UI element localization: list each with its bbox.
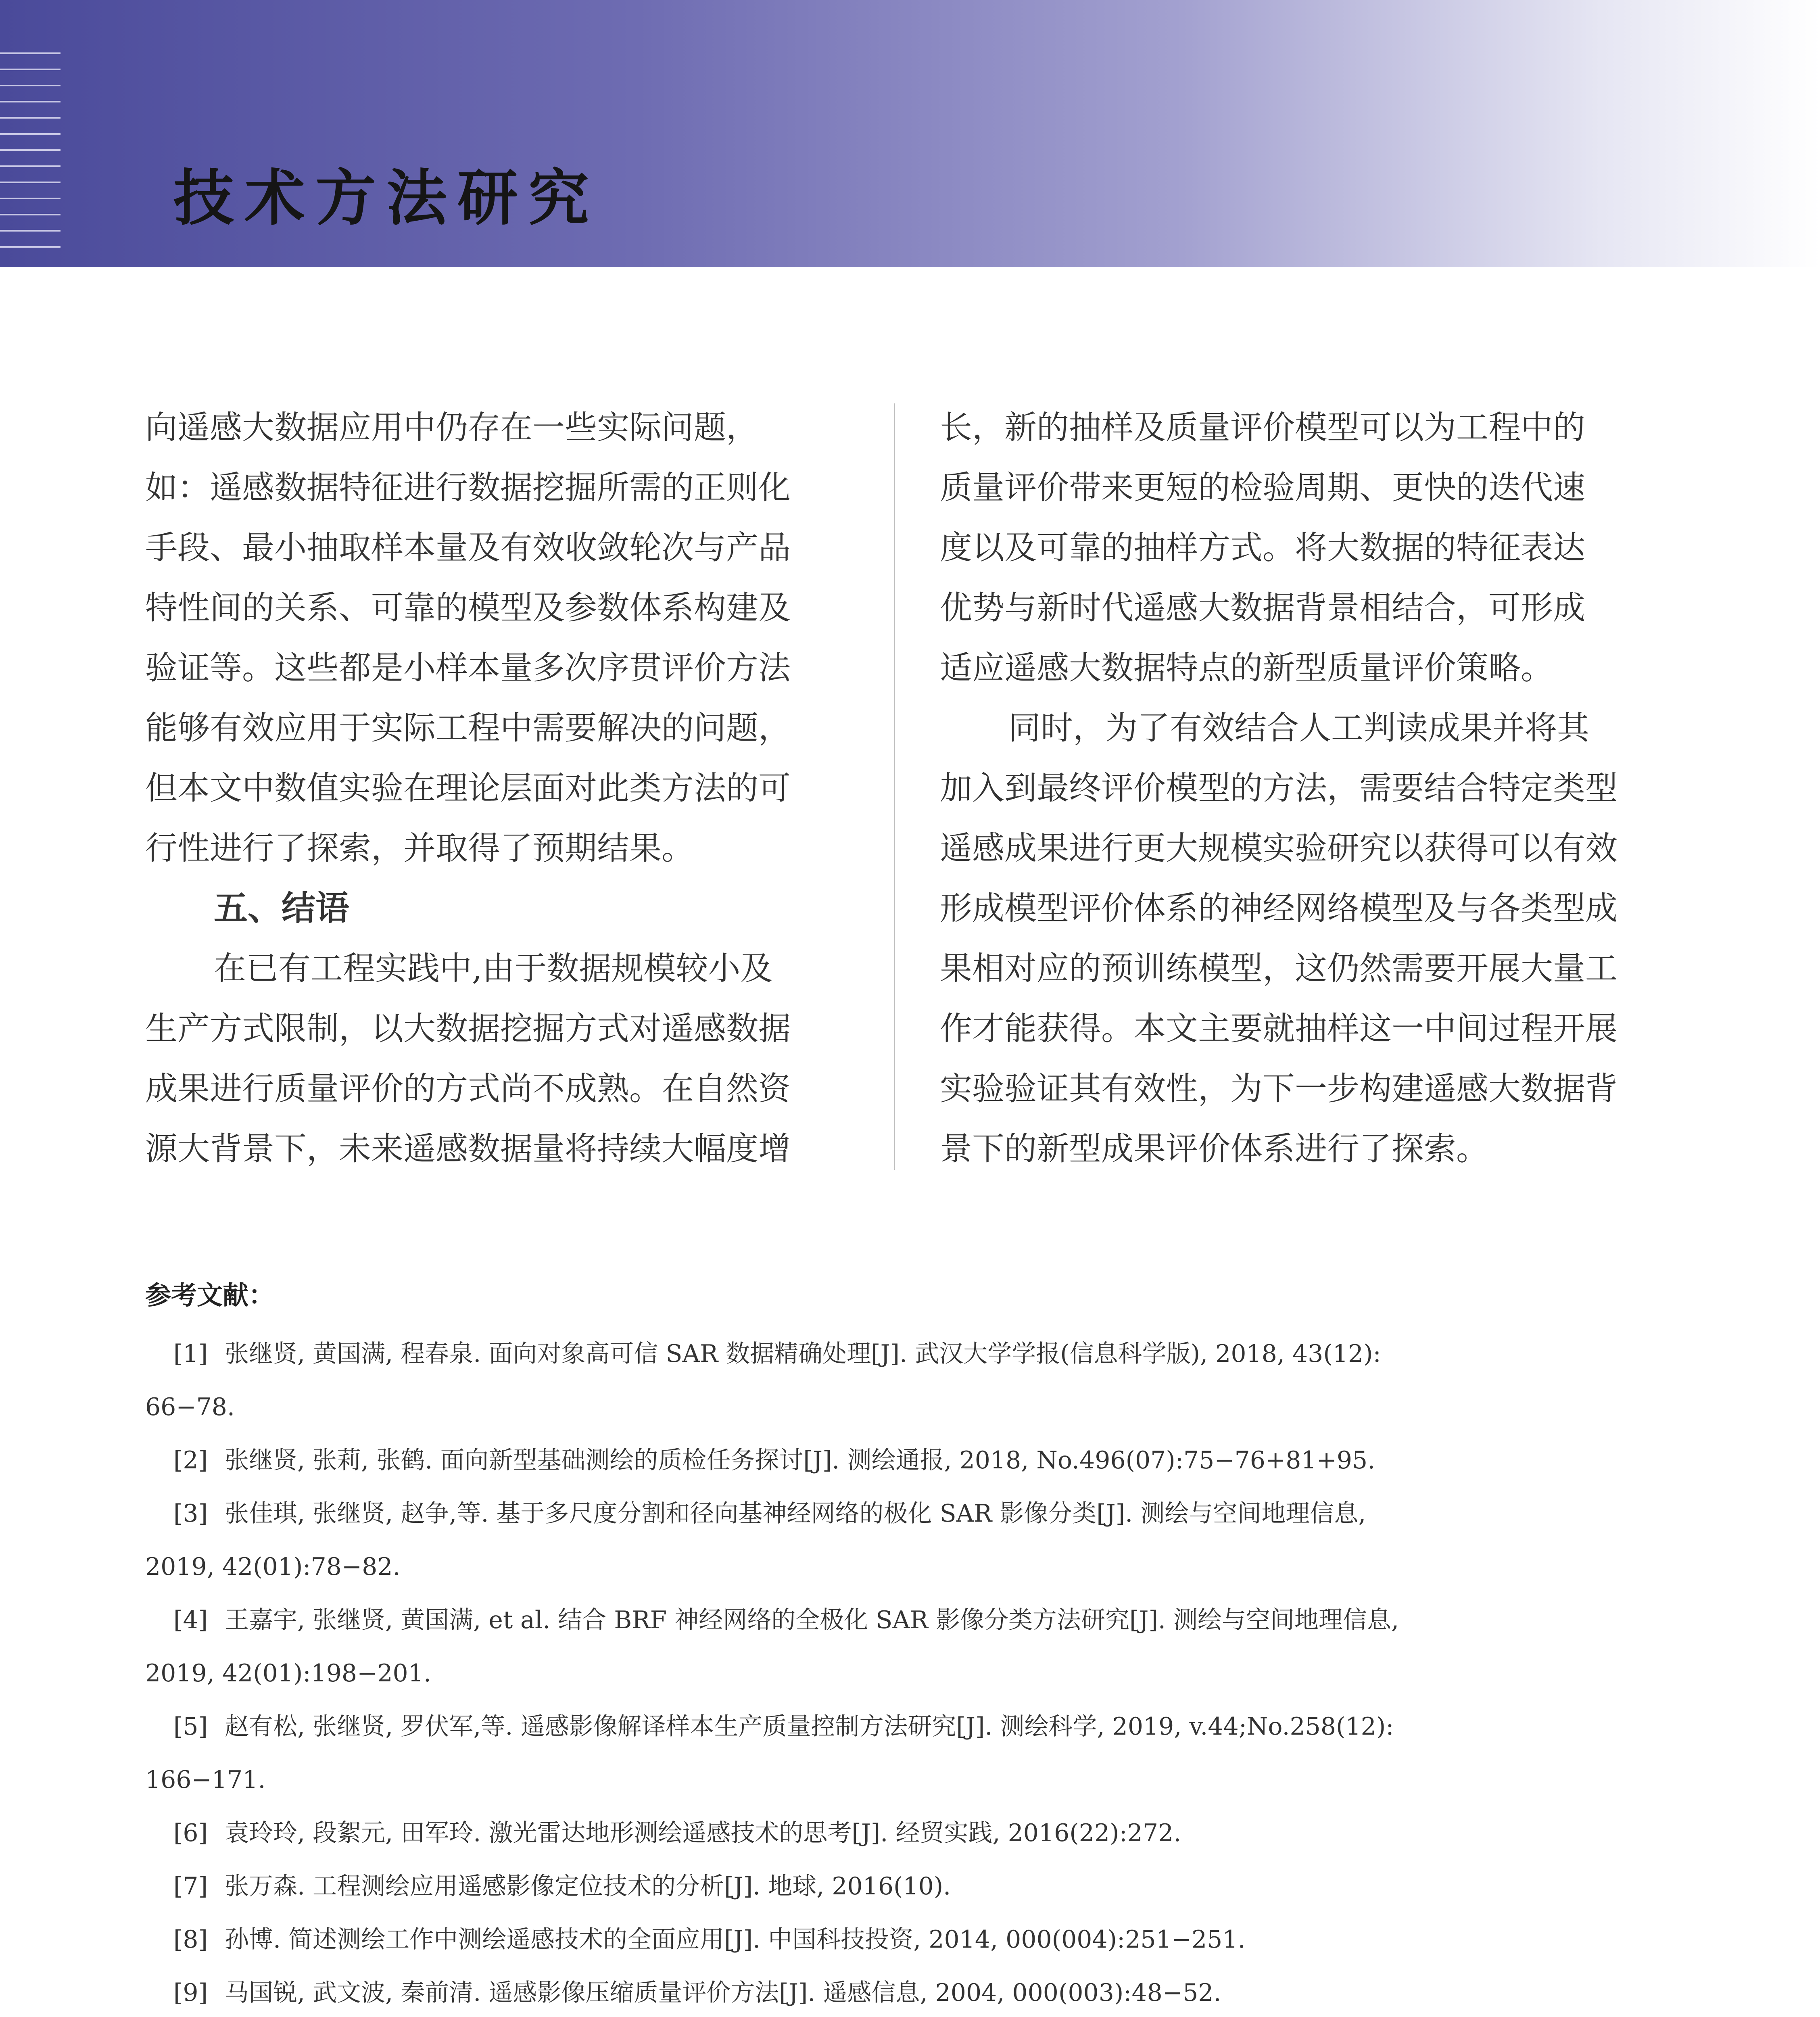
reference-text: 孙博. 简述测绘工作中测绘遥感技术的全面应用[J]. 中国科技投资, 2014, 000(004):251−251. bbox=[225, 1925, 1246, 1954]
text-line: 遥感成果进行更大规模实验研究以获得可以有效 bbox=[940, 829, 1618, 867]
references-title: 参考文献： bbox=[145, 1281, 274, 1311]
section-heading: 五、结语 bbox=[214, 888, 350, 928]
reference-text: 张佳琪, 张继贤, 赵争,等. 基于多尺度分割和径向基神经网络的极化 SAR 影像分类[J]. 测绘与空间地理信息, bbox=[225, 1499, 1366, 1528]
column-divider bbox=[894, 403, 895, 1170]
reference-text: 王嘉宇, 张继贤, 黄国满, et al. 结合 BRF 神经网络的全极化 SAR 影像分类方法研究[J]. 测绘与空间地理信息, bbox=[225, 1606, 1399, 1634]
reference-item bbox=[145, 1913, 1654, 1966]
text-line: 质量评价带来更短的检验周期、更快的迭代速 bbox=[940, 469, 1585, 506]
text-line: 能够有效应用于实际工程中需要解决的问题， bbox=[145, 709, 791, 747]
text-line: 行性进行了探索，并取得了预期结果。 bbox=[145, 829, 694, 867]
reference-item bbox=[145, 1434, 1654, 1487]
text-line: 同时，为了有效结合人工判读成果并将其 bbox=[1008, 709, 1589, 747]
text-line: 成果进行质量评价的方式尚不成熟。在自然资 bbox=[145, 1070, 791, 1107]
reference-number: [9] bbox=[173, 1979, 208, 2007]
text-line: 长，新的抽样及质量评价模型可以为工程中的 bbox=[940, 409, 1585, 446]
decorative-lines bbox=[0, 52, 61, 262]
reference-item bbox=[145, 1860, 1654, 1913]
reference-number: [4] bbox=[173, 1606, 208, 1634]
reference-number: [1] bbox=[173, 1340, 208, 1368]
reference-number: [2] bbox=[173, 1446, 208, 1474]
text-line: 实验验证其有效性，为下一步构建遥感大数据背 bbox=[940, 1070, 1618, 1107]
reference-text: 袁玲玲, 段絮元, 田军玲. 激光雷达地形测绘遥感技术的思考[J]. 经贸实践, 2016(22):272. bbox=[225, 1819, 1181, 1847]
text-line: 果相对应的预训练模型，这仍然需要开展大量工 bbox=[940, 950, 1618, 987]
reference-continuation: 2019, 42(01):198−201. bbox=[145, 1659, 431, 1687]
header-banner bbox=[0, 0, 1820, 267]
reference-item bbox=[145, 1487, 1654, 1593]
text-line: 适应遥感大数据特点的新型质量评价策略。 bbox=[940, 649, 1553, 687]
reference-text: 张继贤, 张莉, 张鹤. 面向新型基础测绘的质检任务探讨[J]. 测绘通报, 2018, No.496(07):75−76+81+95. bbox=[225, 1446, 1375, 1474]
text-line: 优势与新时代遥感大数据背景相结合，可形成 bbox=[940, 589, 1585, 626]
text-line: 验证等。这些都是小样本量多次序贯评价方法 bbox=[145, 649, 791, 687]
text-line: 生产方式限制，以大数据挖掘方式对遥感数据 bbox=[145, 1010, 791, 1047]
reference-text: 张继贤, 黄国满, 程春泉. 面向对象高可信 SAR 数据精确处理[J]. 武汉大学学报(信息科学版), 2018, 43(12): bbox=[225, 1340, 1381, 1368]
reference-number: [5] bbox=[173, 1712, 208, 1741]
reference-item bbox=[145, 1966, 1654, 2017]
text-line: 但本文中数值实验在理论层面对此类方法的可 bbox=[145, 769, 791, 807]
left-column bbox=[145, 397, 867, 1179]
reference-text: 赵有松, 张继贤, 罗伏军,等. 遥感影像解译样本生产质量控制方法研究[J]. 测绘科学, 2019, v.44;No.258(12): bbox=[225, 1712, 1394, 1741]
reference-number: [8] bbox=[173, 1925, 208, 1954]
reference-item bbox=[145, 1327, 1654, 1434]
reference-continuation: 166−171. bbox=[145, 1766, 266, 1794]
reference-text: 马国锐, 武文波, 秦前清. 遥感影像压缩质量评价方法[J]. 遥感信息, 2004, 000(003):48−52. bbox=[225, 1979, 1221, 2007]
text-line: 特性间的关系、可靠的模型及参数体系构建及 bbox=[145, 589, 791, 626]
reference-item bbox=[145, 1700, 1654, 1806]
reference-item bbox=[145, 1806, 1654, 1860]
text-line: 源大背景下，未来遥感数据量将持续大幅度增 bbox=[145, 1130, 791, 1167]
text-line: 度以及可靠的抽样方式。将大数据的特征表达 bbox=[940, 529, 1585, 566]
text-line: 加入到最终评价模型的方法，需要结合特定类型 bbox=[940, 769, 1618, 807]
right-column bbox=[940, 397, 1662, 1179]
section-title: 技术方法研究 bbox=[173, 163, 600, 234]
reference-text: 张万森. 工程测绘应用遥感影像定位技术的分析[J]. 地球, 2016(10). bbox=[225, 1872, 951, 1900]
reference-item bbox=[145, 1593, 1654, 1700]
text-line: 景下的新型成果评价体系进行了探索。 bbox=[940, 1130, 1488, 1167]
text-line: 如：遥感数据特征进行数据挖掘所需的正则化 bbox=[145, 469, 791, 506]
references-list bbox=[145, 1327, 1654, 2017]
reference-number: [3] bbox=[173, 1499, 208, 1528]
text-line: 向遥感大数据应用中仍存在一些实际问题， bbox=[145, 409, 758, 446]
text-line: 在已有工程实践中,由于数据规模较小及 bbox=[214, 950, 773, 987]
reference-number: [6] bbox=[173, 1819, 208, 1847]
reference-continuation: 66−78. bbox=[145, 1393, 235, 1421]
text-line: 手段、最小抽取样本量及有效收敛轮次与产品 bbox=[145, 529, 791, 566]
text-line: 作才能获得。本文主要就抽样这一中间过程开展 bbox=[940, 1010, 1618, 1047]
text-line: 形成模型评价体系的神经网络模型及与各类型成 bbox=[940, 889, 1618, 927]
reference-continuation: 2019, 42(01):78−82. bbox=[145, 1553, 401, 1581]
reference-number: [7] bbox=[173, 1872, 208, 1900]
